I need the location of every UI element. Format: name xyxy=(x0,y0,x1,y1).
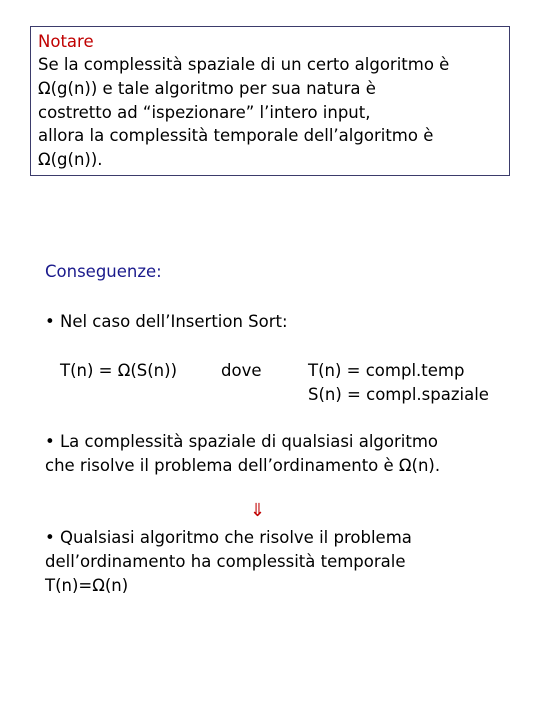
definition-t: T(n) = compl.temp xyxy=(308,361,465,380)
note-line-1: Se la complessità spaziale di un certo algoritmo è xyxy=(38,55,450,74)
bullet-insertion-sort: • Nel caso dell’Insertion Sort: xyxy=(45,312,288,331)
note-line-2: Ω(g(n)) e tale algoritmo per sua natura è xyxy=(38,79,376,98)
note-line-5: Ω(g(n)). xyxy=(38,150,103,169)
bullet-space-complexity-line-1: • La complessità spaziale di qualsiasi algoritmo xyxy=(45,432,439,451)
note-heading: Notare xyxy=(38,32,94,51)
definition-s: S(n) = compl.spaziale xyxy=(308,385,489,404)
bullet-time-complexity-line-1: • Qualsiasi algoritmo che risolve il problema xyxy=(45,528,412,547)
bullet-time-complexity-line-3: T(n)=Ω(n) xyxy=(45,576,129,595)
formula-t-omega-s: T(n) = Ω(S(n)) xyxy=(60,361,178,380)
note-line-4: allora la complessità temporale dell’algoritmo è xyxy=(38,126,434,145)
bullet-space-complexity-line-2: che risolve il problema dell’ordinamento è Ω(n). xyxy=(45,456,441,475)
consequences-heading: Conseguenze: xyxy=(45,262,162,281)
dove-label: dove xyxy=(221,361,262,380)
bullet-time-complexity-line-2: dell’ordinamento ha complessità temporale xyxy=(45,552,406,571)
note-line-3: costretto ad “ispezionare” l’intero input, xyxy=(38,103,371,122)
implies-arrow-icon: ⇓ xyxy=(250,500,266,521)
